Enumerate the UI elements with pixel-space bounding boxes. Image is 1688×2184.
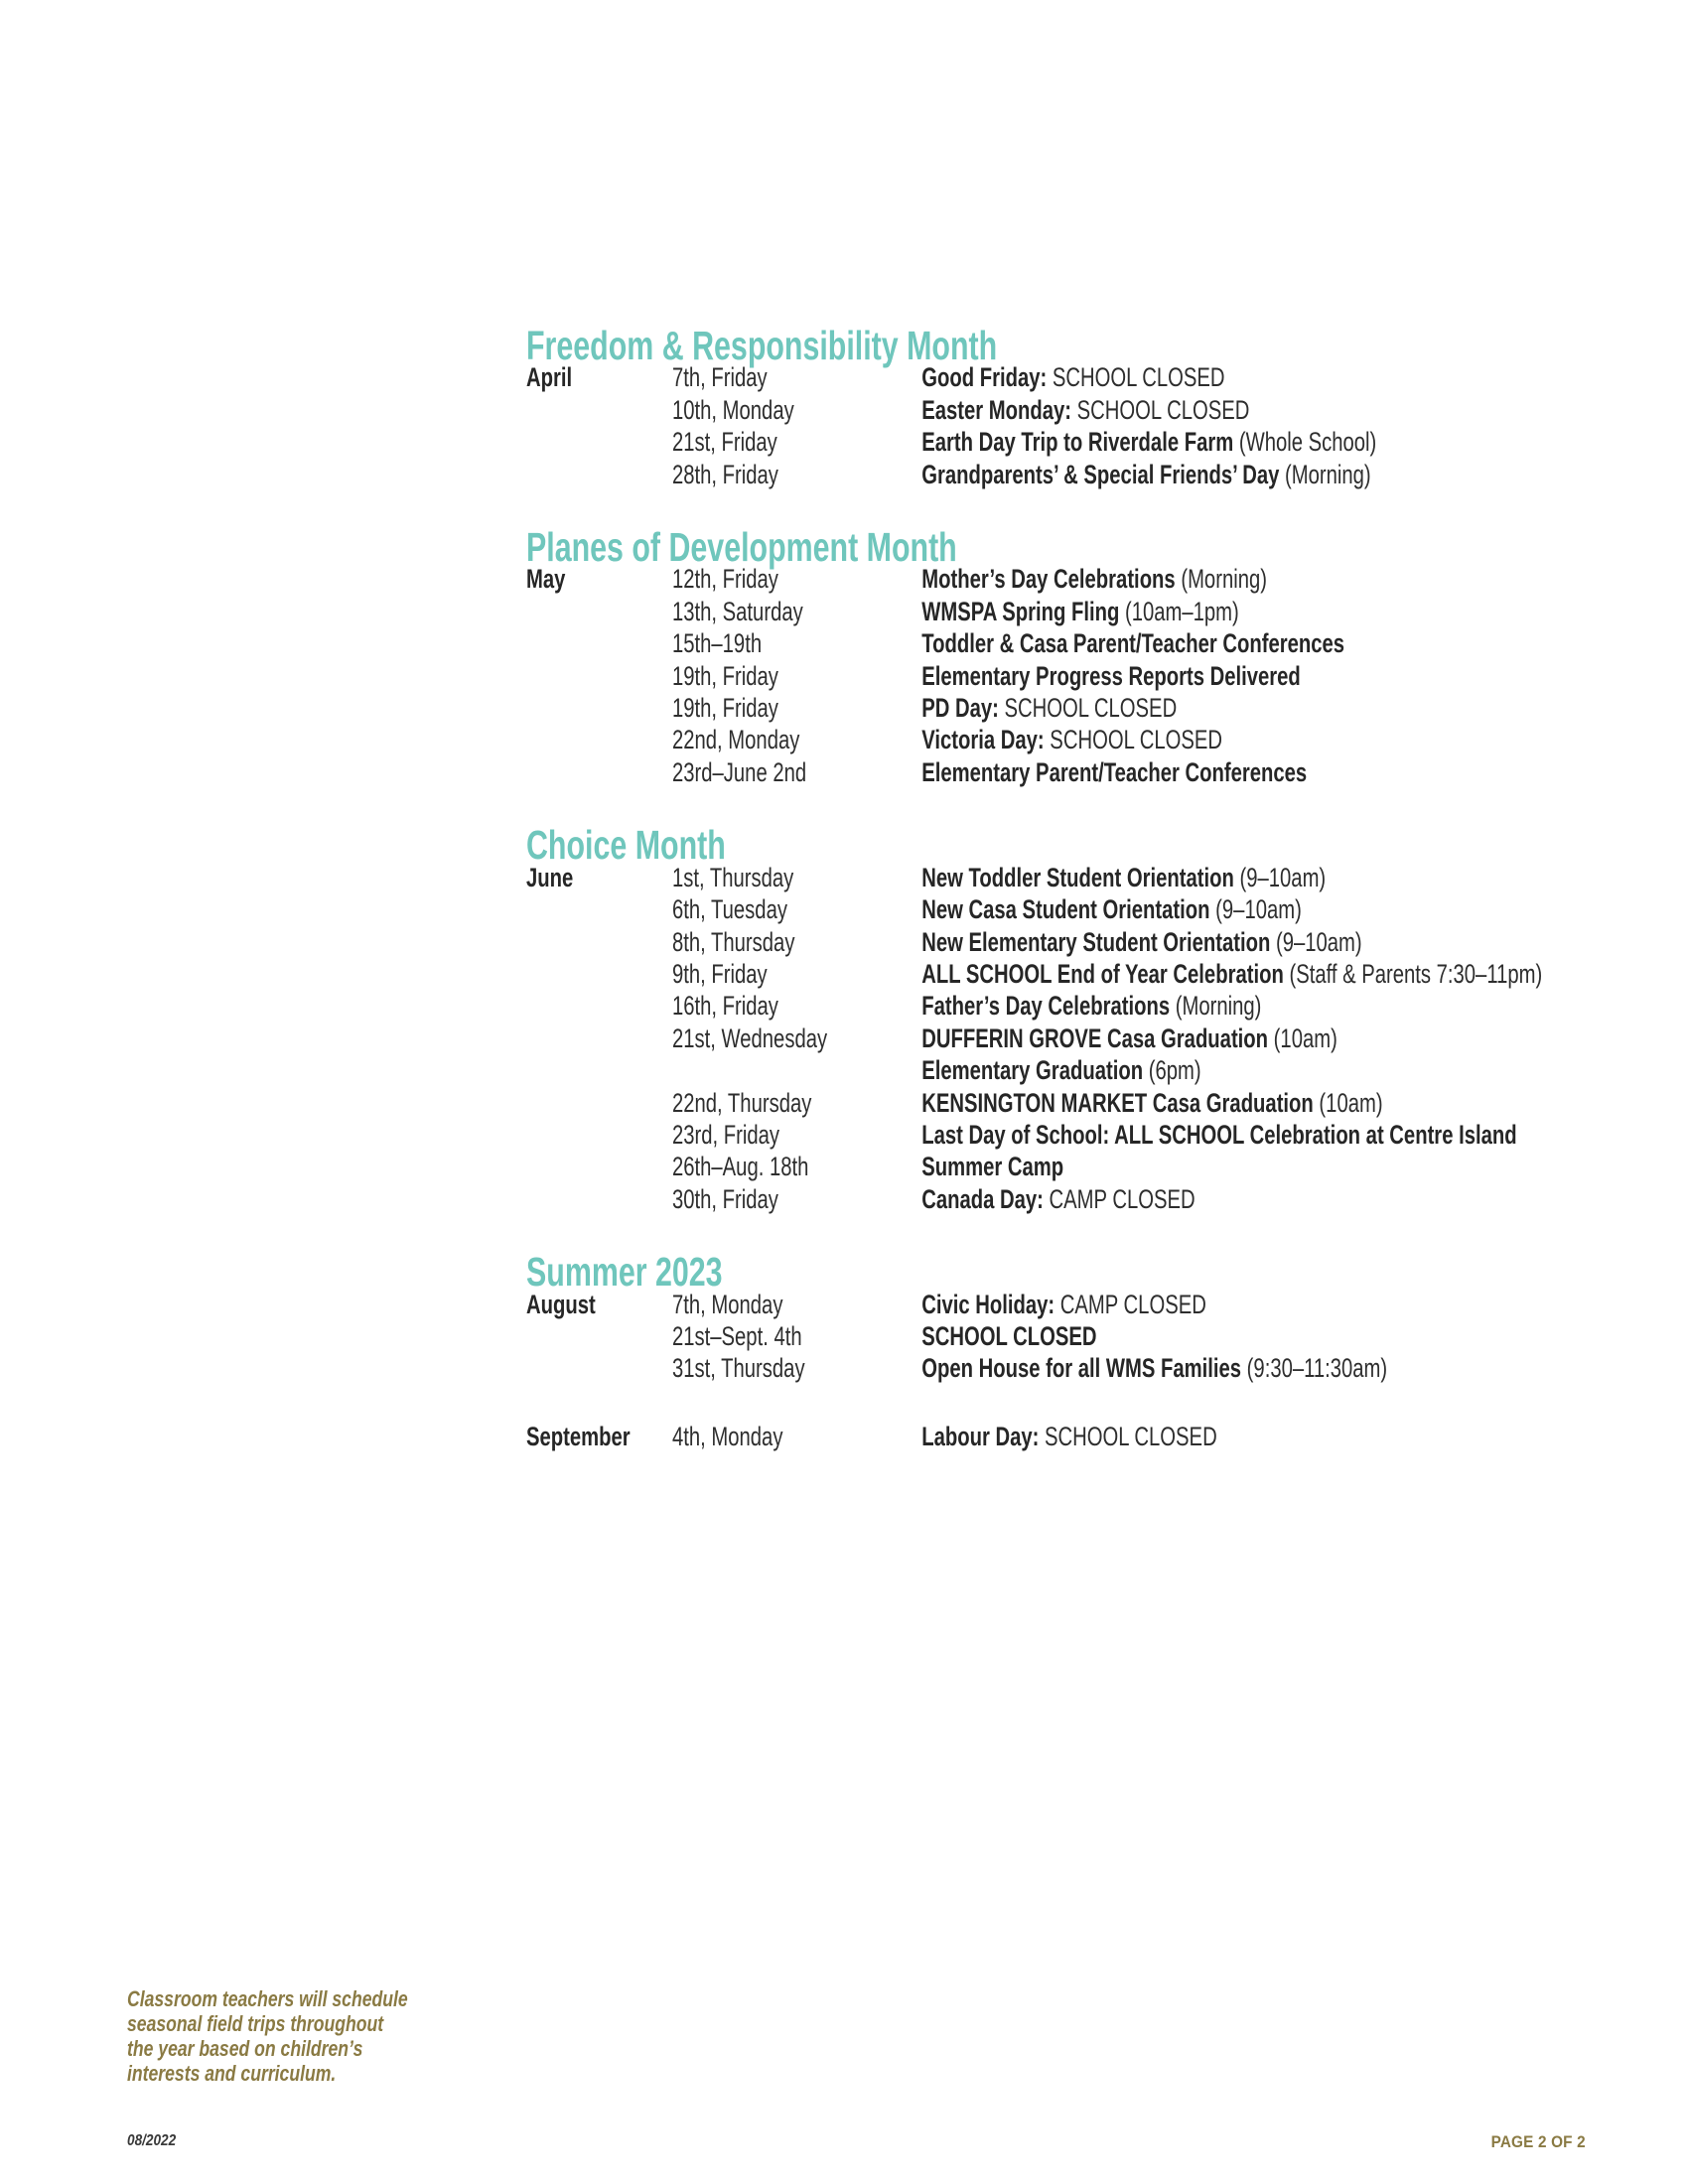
event-title: Elementary Progress Reports Delivered bbox=[921, 660, 1301, 691]
event-title: Easter Monday: bbox=[921, 394, 1072, 425]
calendar-section bbox=[526, 524, 1688, 788]
month-group bbox=[526, 563, 1688, 788]
calendar-row bbox=[526, 1421, 1688, 1452]
calendar-row bbox=[526, 1183, 1688, 1215]
date-cell: 30th, Friday bbox=[672, 1183, 778, 1214]
event-detail: (9–10am) bbox=[1233, 862, 1327, 892]
calendar-row bbox=[526, 692, 1688, 724]
event-title: Open House for all WMS Families bbox=[921, 1353, 1242, 1384]
month-label bbox=[526, 1119, 672, 1151]
event-title: Last Day of School: ALL SCHOOL Celebration at Centre Island bbox=[921, 1119, 1517, 1150]
date-cell: 23rd–June 2nd bbox=[672, 756, 807, 787]
calendar-row bbox=[526, 426, 1688, 458]
month-label bbox=[526, 660, 672, 692]
event-cell bbox=[921, 1087, 1688, 1119]
event-title: ALL SCHOOL End of Year Celebration bbox=[921, 958, 1284, 989]
event-cell bbox=[921, 990, 1688, 1022]
month-label: April bbox=[526, 362, 573, 393]
event-cell bbox=[921, 1421, 1688, 1452]
calendar-row bbox=[526, 596, 1688, 627]
event-detail: (10am) bbox=[1268, 1023, 1337, 1053]
calendar-section bbox=[526, 1249, 1688, 1452]
footer-note-line: seasonal field trips throughout bbox=[127, 2011, 384, 2036]
date-cell: 19th, Friday bbox=[672, 693, 778, 724]
event-detail: SCHOOL CLOSED bbox=[998, 693, 1178, 724]
month-label bbox=[526, 1087, 672, 1119]
event-cell bbox=[921, 1023, 1688, 1054]
month-label: August bbox=[526, 1289, 596, 1319]
event-cell bbox=[921, 1151, 1688, 1182]
calendar-section bbox=[526, 323, 1688, 490]
calendar-row bbox=[526, 1087, 1688, 1119]
date-cell: 6th, Tuesday bbox=[672, 894, 787, 925]
date-cell: 8th, Thursday bbox=[672, 926, 795, 957]
event-cell bbox=[921, 893, 1688, 925]
event-title: Mother’s Day Celebrations bbox=[921, 564, 1176, 595]
event-title: PD Day: bbox=[921, 693, 999, 724]
event-title: Civic Holiday: bbox=[921, 1289, 1055, 1319]
date-cell: 28th, Friday bbox=[672, 459, 778, 489]
date-cell: 23rd, Friday bbox=[672, 1119, 780, 1150]
page-number: PAGE 2 OF 2 bbox=[1490, 2132, 1586, 2151]
footer-version: 08/2022 bbox=[127, 2132, 177, 2149]
date-cell: 4th, Monday bbox=[672, 1421, 783, 1451]
event-detail: SCHOOL CLOSED bbox=[1044, 725, 1222, 755]
event-title: New Casa Student Orientation bbox=[921, 894, 1210, 925]
event-cell bbox=[921, 627, 1688, 659]
event-detail: (Morning) bbox=[1279, 459, 1371, 489]
month-label: May bbox=[526, 564, 566, 595]
event-title: Canada Day: bbox=[921, 1183, 1044, 1214]
event-title: Labour Day: bbox=[921, 1421, 1040, 1451]
calendar-row bbox=[526, 990, 1688, 1022]
date-cell: 31st, Thursday bbox=[672, 1353, 805, 1384]
event-detail: (9–10am) bbox=[1270, 926, 1362, 957]
month-label bbox=[526, 1352, 672, 1384]
event-title: Grandparents’ & Special Friends’ Day bbox=[921, 459, 1280, 489]
date-cell: 22nd, Monday bbox=[672, 725, 800, 755]
month-label bbox=[526, 1023, 672, 1054]
event-title: SCHOOL CLOSED bbox=[921, 1320, 1097, 1351]
section-title: Freedom & Responsibility Month bbox=[526, 323, 998, 368]
calendar-row bbox=[526, 1054, 1688, 1086]
calendar-row bbox=[526, 361, 1688, 393]
section-title: Planes of Development Month bbox=[526, 524, 957, 571]
calendar-row bbox=[526, 756, 1688, 788]
month-label bbox=[526, 692, 672, 724]
event-cell bbox=[921, 926, 1688, 958]
event-cell bbox=[921, 1054, 1688, 1086]
calendar bbox=[526, 323, 1688, 1493]
event-cell bbox=[921, 692, 1688, 724]
event-cell bbox=[921, 1320, 1688, 1352]
footer-note bbox=[127, 1986, 408, 2086]
event-cell bbox=[921, 1119, 1688, 1151]
month-label bbox=[526, 1054, 672, 1086]
calendar-row bbox=[526, 1320, 1688, 1352]
event-title: Good Friday: bbox=[921, 362, 1048, 393]
month-label bbox=[526, 426, 672, 458]
date-cell: 1st, Thursday bbox=[672, 862, 794, 892]
calendar-row bbox=[526, 660, 1688, 692]
date-cell: 22nd, Thursday bbox=[672, 1087, 812, 1118]
calendar-row bbox=[526, 1119, 1688, 1151]
event-detail: (6pm) bbox=[1143, 1055, 1201, 1086]
month-group bbox=[526, 1289, 1688, 1385]
event-title: DUFFERIN GROVE Casa Graduation bbox=[921, 1023, 1269, 1053]
event-title: Summer Camp bbox=[921, 1152, 1064, 1182]
section-title: Summer 2023 bbox=[526, 1249, 723, 1296]
event-cell bbox=[921, 724, 1688, 755]
date-cell: 12th, Friday bbox=[672, 564, 778, 595]
date-cell: 19th, Friday bbox=[672, 660, 778, 691]
month-label bbox=[526, 596, 672, 627]
event-cell bbox=[921, 1352, 1688, 1384]
calendar-row bbox=[526, 724, 1688, 755]
month-group bbox=[526, 862, 1688, 1215]
calendar-row bbox=[526, 1151, 1688, 1182]
date-cell: 21st–Sept. 4th bbox=[672, 1320, 802, 1351]
event-detail: SCHOOL CLOSED bbox=[1047, 362, 1225, 393]
event-cell bbox=[921, 958, 1688, 990]
date-cell: 21st, Wednesday bbox=[672, 1023, 828, 1053]
calendar-row bbox=[526, 862, 1688, 893]
month-label bbox=[526, 394, 672, 426]
calendar-row bbox=[526, 926, 1688, 958]
date-cell: 9th, Friday bbox=[672, 958, 768, 989]
event-cell bbox=[921, 862, 1688, 893]
month-group bbox=[526, 361, 1688, 490]
footer-note-line: the year based on children’s bbox=[127, 2036, 363, 2061]
event-cell bbox=[921, 361, 1688, 393]
event-title: Toddler & Casa Parent/Teacher Conferences bbox=[921, 628, 1345, 659]
month-label: September bbox=[526, 1421, 631, 1451]
month-label bbox=[526, 756, 672, 788]
date-cell: 16th, Friday bbox=[672, 991, 778, 1022]
calendar-row bbox=[526, 1289, 1688, 1320]
month-label bbox=[526, 893, 672, 925]
calendar-row bbox=[526, 958, 1688, 990]
event-detail: (9–10am) bbox=[1209, 894, 1302, 925]
event-title: Father’s Day Celebrations bbox=[921, 991, 1171, 1022]
event-cell bbox=[921, 563, 1688, 595]
date-cell: 21st, Friday bbox=[672, 427, 777, 458]
event-title: New Toddler Student Orientation bbox=[921, 862, 1234, 892]
month-label bbox=[526, 1183, 672, 1215]
calendar-row bbox=[526, 563, 1688, 595]
event-detail: (Whole School) bbox=[1233, 427, 1377, 458]
month-label bbox=[526, 990, 672, 1022]
event-detail: (Morning) bbox=[1170, 991, 1262, 1022]
calendar-row bbox=[526, 459, 1688, 490]
date-cell: 7th, Monday bbox=[672, 1289, 783, 1319]
date-cell: 13th, Saturday bbox=[672, 596, 803, 626]
date-cell: 15th–19th bbox=[672, 628, 763, 659]
event-title: Elementary Graduation bbox=[921, 1055, 1144, 1086]
date-cell: 10th, Monday bbox=[672, 394, 794, 425]
event-cell bbox=[921, 1183, 1688, 1215]
month-group bbox=[526, 1421, 1688, 1452]
event-cell bbox=[921, 596, 1688, 627]
event-cell bbox=[921, 660, 1688, 692]
event-detail: (10am) bbox=[1313, 1087, 1383, 1118]
month-label: June bbox=[526, 862, 574, 892]
event-title: Earth Day Trip to Riverdale Farm bbox=[921, 427, 1234, 458]
event-detail: (Morning) bbox=[1175, 564, 1267, 595]
event-cell bbox=[921, 1289, 1688, 1320]
date-cell: 26th–Aug. 18th bbox=[672, 1152, 809, 1182]
event-detail: (10am–1pm) bbox=[1119, 596, 1239, 626]
calendar-row bbox=[526, 394, 1688, 426]
event-title: WMSPA Spring Fling bbox=[921, 596, 1120, 626]
event-detail: (Staff & Parents 7:30–11pm) bbox=[1283, 958, 1543, 989]
event-detail: SCHOOL CLOSED bbox=[1071, 394, 1250, 425]
month-label bbox=[526, 627, 672, 659]
calendar-row bbox=[526, 1352, 1688, 1384]
calendar-row bbox=[526, 1023, 1688, 1054]
month-label bbox=[526, 958, 672, 990]
date-cell bbox=[672, 1054, 921, 1086]
date-cell: 7th, Friday bbox=[672, 362, 768, 393]
event-detail: CAMP CLOSED bbox=[1055, 1289, 1206, 1319]
calendar-section bbox=[526, 822, 1688, 1215]
month-label bbox=[526, 459, 672, 490]
calendar-row bbox=[526, 893, 1688, 925]
event-cell bbox=[921, 756, 1688, 788]
event-detail: (9:30–11:30am) bbox=[1241, 1353, 1388, 1384]
month-label bbox=[526, 926, 672, 958]
month-label bbox=[526, 1151, 672, 1182]
month-label bbox=[526, 1320, 672, 1352]
event-cell bbox=[921, 426, 1688, 458]
section-title: Choice Month bbox=[526, 822, 726, 869]
event-title: KENSINGTON MARKET Casa Graduation bbox=[921, 1087, 1314, 1118]
event-cell bbox=[921, 394, 1688, 426]
month-label bbox=[526, 724, 672, 755]
event-cell bbox=[921, 459, 1688, 490]
footer-note-line: interests and curriculum. bbox=[127, 2061, 337, 2086]
footer-note-line: Classroom teachers will schedule bbox=[127, 1986, 408, 2011]
event-detail: CAMP CLOSED bbox=[1043, 1183, 1196, 1214]
event-detail: SCHOOL CLOSED bbox=[1039, 1421, 1217, 1451]
event-title: Elementary Parent/Teacher Conferences bbox=[921, 756, 1308, 787]
calendar-row bbox=[526, 627, 1688, 659]
event-title: New Elementary Student Orientation bbox=[921, 926, 1271, 957]
event-title: Victoria Day: bbox=[921, 725, 1045, 755]
